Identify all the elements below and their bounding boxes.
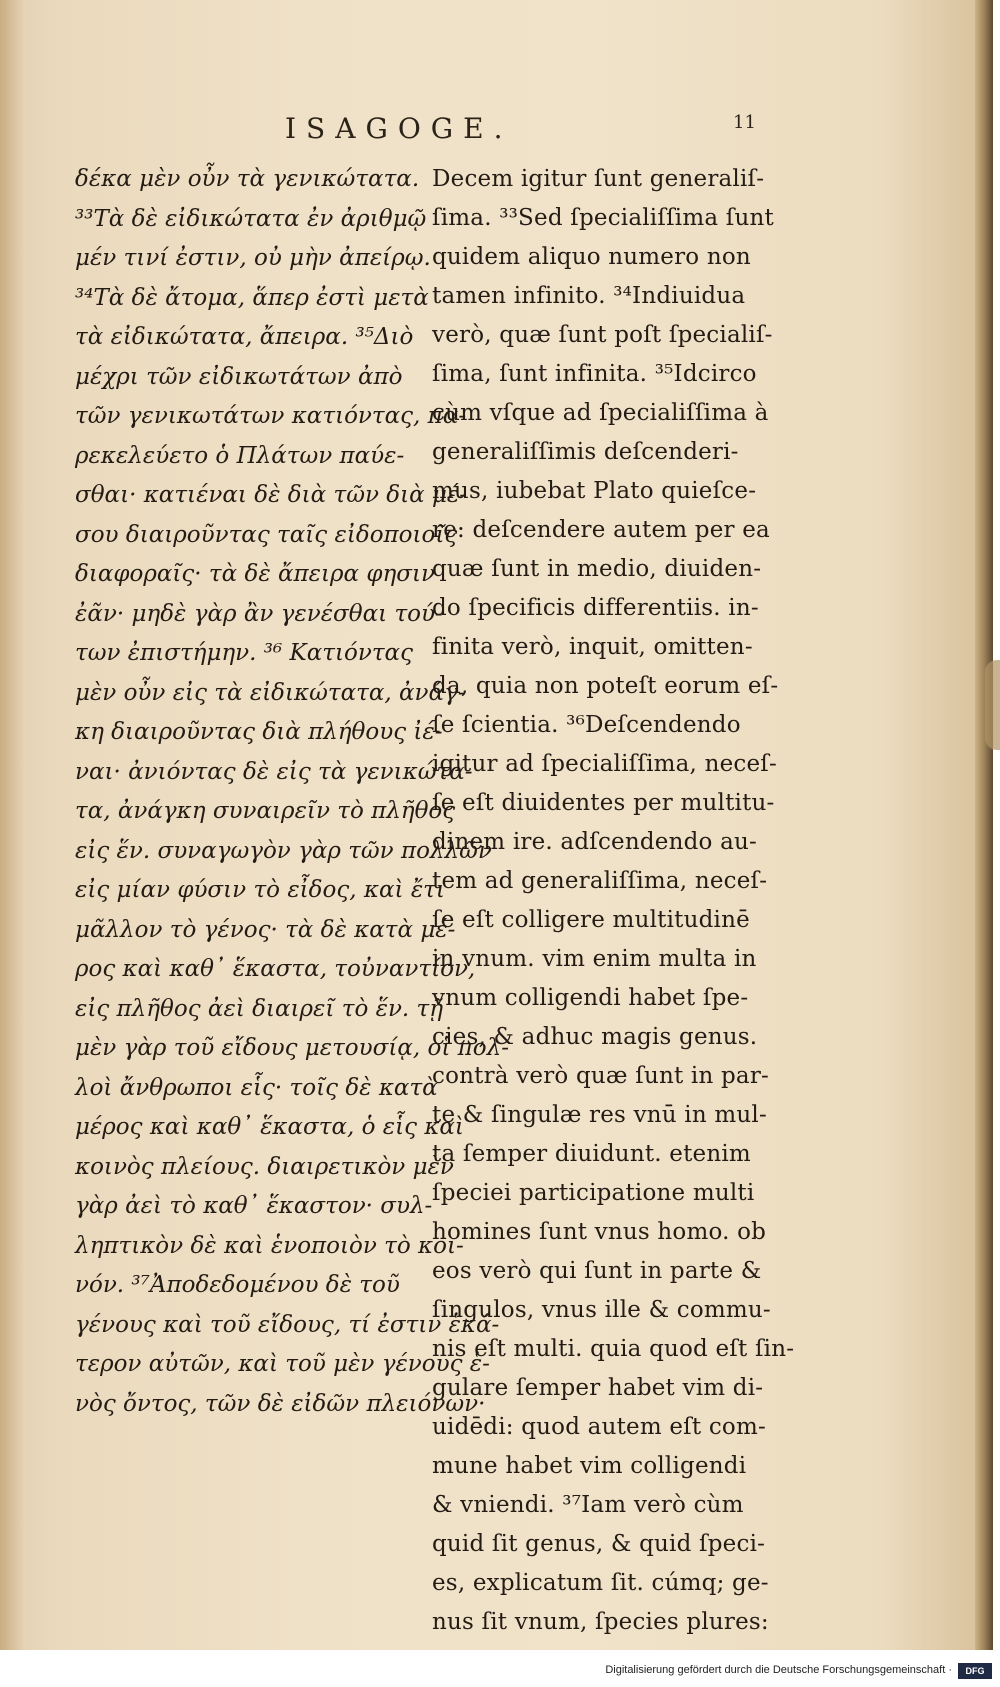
text-line: tamen infinito. ³⁴Indiuidua [432,283,746,309]
text-line: δέκα μὲν οὖν τὰ γενικώτατα. [75,166,420,192]
text-line: σου διαιροῦντας ταῖς εἰδοποιοῖς [75,521,458,548]
text-line: nis eſt multi. quia quod eſt ſin- [432,1336,795,1362]
text-line: ſe eſt diuidentes per multitu- [432,790,775,816]
text-line: σθαι· κατιέναι δὲ διὰ τῶν διὰ μέ- [75,482,468,508]
text-line: es, explicatum ſit. cúmq; ge- [432,1570,769,1596]
text-line: ρος καὶ καθ᾽ ἕκαστα, τοὐναντίον, [75,956,476,982]
text-line: re: deſcendere autem per ea [432,517,770,543]
text-line: ἐᾶν· μηδὲ γὰρ ἂν γενέσθαι τού- [75,600,443,627]
text-line: ³⁴Τὰ δὲ ἄτομα, ἅπερ ἐστὶ μετὰ [75,284,429,311]
text-line: ρεκελεύετο ὁ Πλάτων παύε- [75,442,405,469]
text-line: finita verò, inquit, omitten- [432,634,753,660]
text-line: μέρος καὶ καθ᾽ ἕκαστα, ὁ εἷς καὶ [75,1114,464,1140]
latin-text-column [432,160,795,1642]
text-line: vnum colligendi habet ſpe- [432,985,749,1011]
text-line: cùm vſque ad ſpecialiſſima à [432,400,769,426]
text-line: in vnum. vim enim multa in [432,946,757,972]
greek-text-column [75,160,509,1424]
text-line: γὰρ ἀεὶ τὸ καθ᾽ ἕκαστον· συλ- [75,1193,433,1219]
text-line: νὸς ὄντος, τῶν δὲ εἰδῶν πλειόνων· [75,1390,486,1417]
text-line: ſingulos, vnus ille & commu- [432,1297,771,1323]
text-line: ſpeciei participatione multi [432,1180,755,1206]
text-line: ſima, ſunt infinita. ³⁵Idcirco [432,361,757,387]
dfg-logo: DFG [958,1663,992,1679]
text-line: μὲν γὰρ τοῦ εἴδους μετουσίᾳ, οἱ πολ- [75,1035,509,1061]
text-line: gulare ſemper habet vim di- [432,1375,764,1401]
text-line: Decem igitur ſunt generaliſ- [432,166,765,192]
text-line: & vniendi. ³⁷Iam verò cùm [432,1492,744,1518]
text-line: γένους καὶ τοῦ εἴδους, τί ἐστιν ἑκά- [75,1311,500,1338]
text-line: τα, ἀνάγκη συναιρεῖν τὸ πλῆθος [75,798,456,824]
page-fore-edge [975,0,993,1650]
text-line: da, quia non poteſt eorum eſ- [432,673,779,699]
text-line: nus ſit vnum, ſpecies plures: [432,1609,769,1635]
text-line: uidēdi: quod autem eſt com- [432,1414,766,1440]
page-gutter [0,0,24,1650]
text-line: ta ſemper diuidunt. etenim [432,1141,751,1167]
text-line: τερον αὐτῶν, καὶ τοῦ μὲν γένους ἑ- [75,1351,490,1377]
text-line: generaliſſimis deſcenderi- [432,439,739,465]
text-line: ³³Τὰ δὲ εἰδικώτατα ἐν ἀριθμῷ [75,205,427,232]
text-line: ſe eſt colligere multitudinē [432,907,750,933]
text-line: verò, quæ ſunt poſt ſpecialiſ- [432,322,773,348]
text-line: eos verò qui ſunt in parte & [432,1258,762,1284]
running-head: ISAGOGE. [285,112,513,145]
text-line: quid ſit genus, & quid ſpeci- [432,1531,766,1557]
text-line: κη διαιροῦντας διὰ πλήθους ἰέ- [75,719,443,745]
page-edge-tab [985,660,1000,750]
text-line: μὲν οὖν εἰς τὰ εἰδικώτατα, ἀνάγ- [75,679,466,706]
digitization-credit: Digitalisierung gefördert durch die Deutsche Forschungsgemeinschaft · [605,1664,952,1676]
text-line: των ἐπιστήμην. ³⁶ Κατιόντας [75,640,413,666]
text-line: μέν τινί ἐστιν, οὐ μὴν ἀπείρῳ. [75,245,431,271]
folio-number: 11 [733,112,756,133]
text-line: tem ad generaliſſima, neceſ- [432,868,768,894]
text-line: διαφοραῖς· τὰ δὲ ἄπειρα φησιν [75,561,435,587]
text-line: τὰ εἰδικώτατα, ἄπειρα. ³⁵Διὸ [75,324,414,350]
text-line: dinem ire. adſcendendo au- [432,829,757,855]
text-line: igitur ad ſpecialiſſima, neceſ- [432,751,777,777]
text-line: νόν. ³⁷Ἀποδεδομένου δὲ τοῦ [75,1272,400,1298]
text-line: εἰς πλῆθος ἀεὶ διαιρεῖ τὸ ἕν. τῇ [75,995,444,1022]
text-line: quæ ſunt in medio, diuiden- [432,556,762,582]
text-line: λοὶ ἄνθρωποι εἷς· τοῖς δὲ κατὰ [75,1074,438,1101]
text-line: εἰς ἕν. συναγωγὸν γὰρ τῶν πολλῶν [75,837,492,864]
text-line: homines ſunt vnus homo. ob [432,1219,767,1245]
text-line: ſe ſcientia. ³⁶Deſcendendo [432,712,741,738]
text-line: μέχρι τῶν εἰδικωτάτων ἀπὸ [75,363,403,390]
text-line: ληπτικὸν δὲ καὶ ἑνοποιὸν τὸ κοι- [75,1232,464,1259]
text-line: cies, & adhuc magis genus. [432,1024,758,1050]
text-line: ναι· ἀνιόντας δὲ εἰς τὰ γενικώτα- [75,758,473,785]
text-line: mus, iubebat Plato quieſce- [432,478,757,504]
text-line: εἰς μίαν φύσιν τὸ εἶδος, καὶ ἔτι [75,877,445,903]
text-line: τῶν γενικωτάτων κατιόντας, πα- [75,403,467,429]
text-line: quidem aliquo numero non [432,244,751,270]
text-line: contrà verò quæ ſunt in par- [432,1063,769,1089]
text-line: te & ſingulæ res vnū in mul- [432,1102,767,1128]
text-line: mune habet vim colligendi [432,1453,747,1479]
text-line: κοινὸς πλείους. διαιρετικὸν μὲν [75,1153,454,1180]
text-line: μᾶλλον τὸ γένος· τὰ δὲ κατὰ μέ- [75,916,456,943]
text-line: do ſpecificis differentiis. in- [432,595,759,621]
text-line: ſima. ³³Sed ſpecialiſſima ſunt [432,205,774,231]
